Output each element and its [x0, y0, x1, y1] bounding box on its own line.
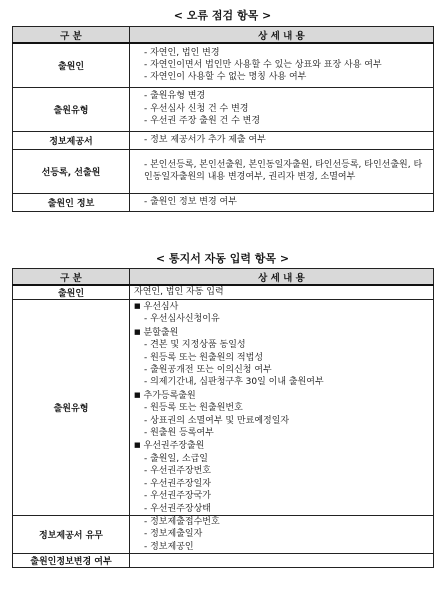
detail-line: - 출원인 정보 변경 여부: [144, 196, 237, 207]
row-category: 출원인 정보: [13, 193, 130, 211]
row-detail: [130, 131, 434, 149]
row-category: 출원인: [13, 43, 130, 87]
square-bullet-icon: ■: [134, 327, 141, 336]
row-category: 출원유형: [13, 87, 130, 131]
detail-line: - 출원공개전 또는 이의신청 여부: [144, 365, 272, 376]
row-detail: [130, 515, 434, 553]
square-bullet-icon: ■: [134, 441, 141, 450]
table2-header-detail: 상 세 내 용: [130, 269, 434, 286]
detail-heading-line: [134, 300, 429, 313]
table-row: [13, 554, 434, 568]
table-row: [13, 285, 434, 300]
detail-heading: 우선권주장출원: [143, 441, 205, 452]
row-detail: [130, 554, 434, 568]
detail-heading-line: [134, 439, 429, 452]
table2-header-category: 구 분: [13, 269, 130, 286]
table-row: [13, 87, 434, 131]
row-category: 선등록, 선출원: [13, 149, 130, 193]
row-category: 출원유형: [13, 300, 130, 516]
row-detail: [130, 285, 434, 300]
table-row: [13, 43, 434, 87]
detail-line: - 우선심사신청이유: [144, 314, 220, 325]
row-detail: [130, 300, 434, 516]
detail-heading-line: [134, 326, 429, 339]
auto-input-table: [12, 268, 434, 568]
detail-line: - 출원일, 소급일: [144, 453, 208, 464]
detail-line: - 본인선등록, 본인선출원, 본인동일자출원, 타인선등록, 타인선출원, 타인동일자출원의 내용 변경여부, 권리자 변경, 소멸여부: [144, 159, 423, 182]
row-detail: [130, 87, 434, 131]
detail-line: - 정보 제공서가 추가 제출 여부: [144, 134, 266, 145]
table-row: [13, 300, 434, 516]
square-bullet-icon: ■: [134, 390, 141, 399]
row-category: 정보제공서: [13, 131, 130, 149]
table2-header-row: [13, 269, 434, 286]
detail-line: - 견본 및 지정상품 동일성: [144, 340, 246, 351]
row-category: 정보제공서 유무: [13, 515, 130, 553]
table-row: [13, 193, 434, 211]
detail-line: - 우선권주장번호: [144, 466, 211, 477]
detail-line: - 우선권주장국가: [144, 491, 211, 502]
detail-line: - 우선권주장일자: [144, 478, 211, 489]
row-category: 출원인: [13, 285, 130, 300]
detail-heading-line: [134, 389, 429, 402]
table1-title: < 오류 점검 항목 >: [173, 9, 272, 22]
detail-line: 자연인, 법인 자동 입력: [134, 287, 224, 298]
table2-title: < 통지서 자동 입력 항목 >: [155, 252, 290, 265]
square-bullet-icon: ■: [134, 302, 141, 310]
detail-line: - 자연인, 법인 변경: [144, 47, 220, 58]
detail-heading: 추가등록출원: [143, 390, 196, 401]
detail-line: - 우선권주장상태: [144, 503, 211, 514]
detail-line: - 우선심사 신청 건 수 변경: [144, 103, 249, 114]
table1-header-detail: 상 세 내 용: [130, 27, 434, 44]
table-row: [13, 131, 434, 149]
table1-header-category: 구 분: [13, 27, 130, 44]
detail-line: - 상표권의 소멸여부 및 만료예정일자: [144, 415, 290, 426]
detail-line: - 원등록 또는 원출원번호: [144, 403, 243, 414]
detail-line: - 정보제출접수번호: [144, 516, 220, 527]
detail-line: - 우선권 주장 출원 건 수 변경: [144, 116, 261, 127]
detail-line: - 출원유형 변경: [144, 91, 206, 102]
row-detail: [130, 193, 434, 211]
detail-line: - 의제기간내, 심판청구후 30일 이내 출원여부: [144, 377, 324, 388]
detail-line: - 자연인이 사용할 수 없는 명칭 사용 여부: [144, 72, 307, 83]
detail-line: - 자연인이면서 법인만 사용할 수 있는 상표와 표장 사용 여부: [144, 60, 382, 71]
detail-heading: 우선심사: [143, 302, 179, 312]
detail-line: - 정보제출일자: [144, 529, 203, 540]
detail-heading: 분할출원: [143, 327, 179, 338]
detail-line: - 정보제공인: [144, 541, 194, 552]
row-category: 출원인정보변경 여부: [13, 554, 130, 568]
row-detail: [130, 43, 434, 87]
table-row: [13, 149, 434, 193]
row-detail: [130, 149, 434, 193]
detail-line: - 원등록 또는 원출원의 적법성: [144, 352, 264, 363]
table1-header-row: [13, 27, 434, 44]
table-row: [13, 515, 434, 553]
error-check-table: [12, 26, 434, 212]
detail-line: - 원출원 등록여부: [144, 428, 214, 439]
